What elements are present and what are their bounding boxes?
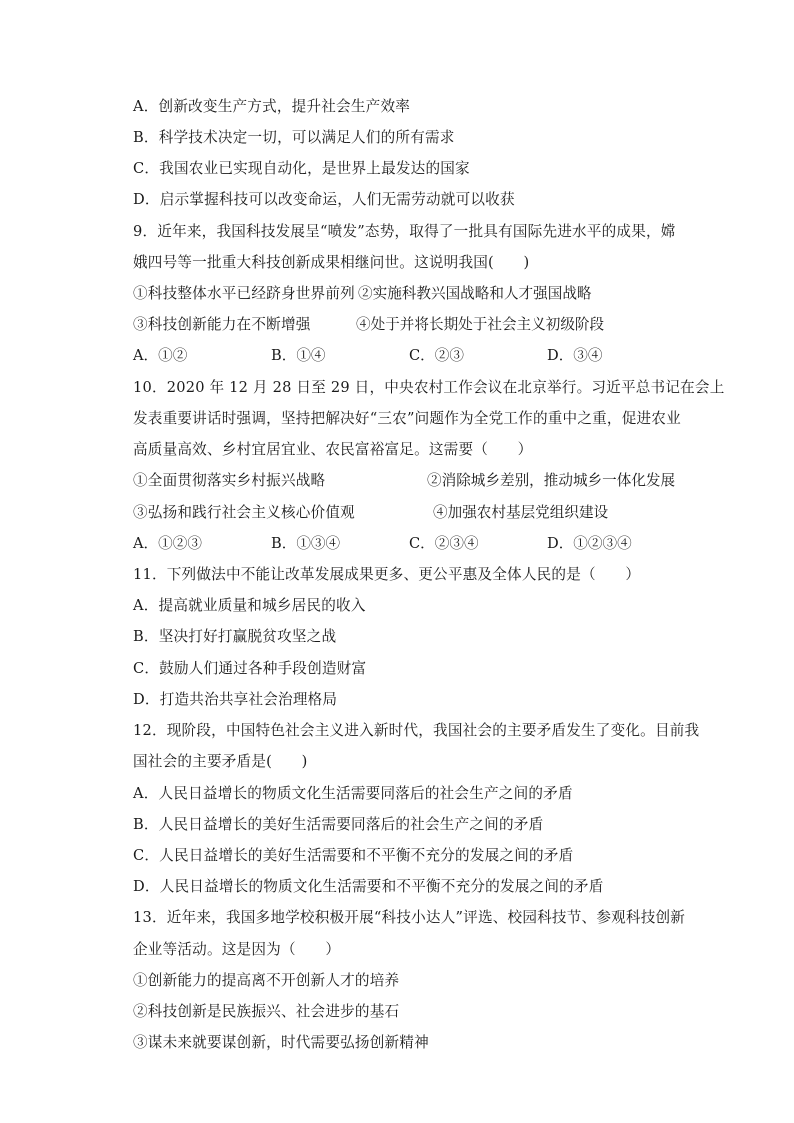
q12-option-b: B．人民日益增长的美好生活需要同落后的社会生产之间的矛盾 <box>133 816 544 833</box>
q9-statement-3: ③科技创新能力在不断增强 <box>133 316 311 333</box>
q10-statement-1: ①全面贯彻落实乡村振兴战略 <box>133 472 326 489</box>
q8-option-a: A．创新改变生产方式，提升社会生产效率 <box>133 98 411 115</box>
q9-stem-line2: 娥四号等一批重大科技创新成果相继问世。这说明我国( ) <box>133 254 530 271</box>
q10-statement-2: ②消除城乡差别，推动城乡一体化发展 <box>427 472 676 489</box>
q9-option-c: C．②③ <box>409 347 464 364</box>
q12-option-a: A．人民日益增长的物质文化生活需要同落后的社会生产之间的矛盾 <box>133 785 573 802</box>
q10-option-b: B．①③④ <box>271 535 341 552</box>
q10-option-c: C．②③④ <box>409 535 479 552</box>
q10-option-d: D．①②③④ <box>547 535 632 552</box>
q10-statement-4: ④加强农村基层党组织建设 <box>433 504 609 521</box>
q11-option-c: C．鼓励人们通过各种手段创造财富 <box>133 660 367 677</box>
q9-option-b: B．①④ <box>271 347 326 364</box>
q11-stem: 11．下列做法中不能让改革发展成果更多、更公平惠及全体人民的是（ ） <box>133 566 641 583</box>
q12-option-d: D．人民日益增长的物质文化生活需要和不平衡不充分的发展之间的矛盾 <box>133 878 604 895</box>
q13-statement-2: ②科技创新是民族振兴、社会进步的基石 <box>133 1003 400 1020</box>
q10-statement-3: ③弘扬和践行社会主义核心价值观 <box>133 504 355 521</box>
q9-statement-4: ④处于并将长期处于社会主义初级阶段 <box>356 316 605 333</box>
q9-option-d: D．③④ <box>547 347 603 364</box>
q13-statement-3: ③谋未来就要谋创新，时代需要弘扬创新精神 <box>133 1034 429 1051</box>
q10-stem-line2: 发表重要讲话时强调，坚持把解决好“三农”问题作为全党工作的重中之重，促进农业 <box>133 410 681 427</box>
q11-option-d: D．打造共治共享社会治理格局 <box>133 691 338 708</box>
q11-option-a: A．提高就业质量和城乡居民的收入 <box>133 597 366 614</box>
q8-option-d: D．启示掌握科技可以改变命运，人们无需劳动就可以收获 <box>133 191 515 208</box>
q8-option-b: B．科学技术决定一切，可以满足人们的所有需求 <box>133 129 455 146</box>
q13-stem-line2: 企业等活动。这是因为（ ） <box>133 941 341 958</box>
q13-stem-line1: 13．近年来，我国多地学校积极开展“科技小达人”评选、校园科技节、参观科技创新 <box>133 909 686 926</box>
q9-stem-line1: 9．近年来，我国科技发展呈“喷发”态势，取得了一批具有国际先进水平的成果，嫦 <box>133 223 676 240</box>
q10-stem-line1: 10．2020 年 12 月 28 日至 29 日，中央农村工作会议在北京举行。习近平总书记在会上 <box>133 379 725 396</box>
q12-stem-line1: 12．现阶段，中国特色社会主义进入新时代，我国社会的主要矛盾发生了变化。目前我 <box>133 722 700 739</box>
q13-statement-1: ①创新能力的提高离不开创新人才的培养 <box>133 972 400 989</box>
q8-option-c: C．我国农业已实现自动化，是世界上最发达的国家 <box>133 160 470 177</box>
q10-stem-line3: 高质量高效、乡村宜居宜业、农民富裕富足。这需要（ ） <box>133 441 533 458</box>
q9-statement-2: ②实施科教兴国战略和人才强国战略 <box>358 285 592 302</box>
q10-option-a: A．①②③ <box>133 535 202 552</box>
q12-option-c: C．人民日益增长的美好生活需要和不平衡不充分的发展之间的矛盾 <box>133 847 574 864</box>
q12-stem-line2: 国社会的主要矛盾是( ) <box>133 753 308 770</box>
q9-statement-1: ①科技整体水平已经跻身世界前列 <box>133 285 355 302</box>
q11-option-b: B．坚决打好打赢脱贫攻坚之战 <box>133 628 337 645</box>
q9-option-a: A．①② <box>133 347 188 364</box>
